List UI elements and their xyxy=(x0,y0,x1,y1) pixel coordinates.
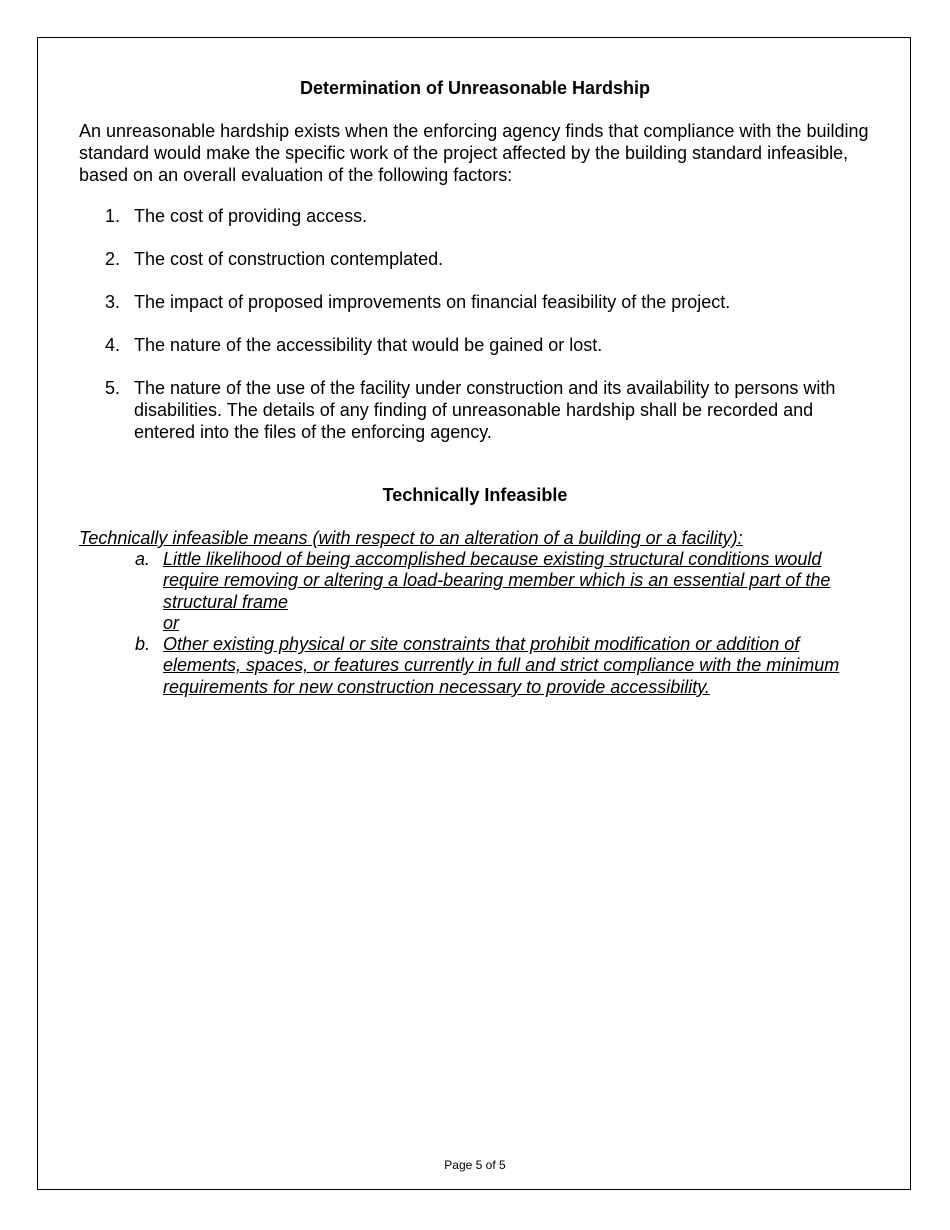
page-number-footer: Page 5 of 5 xyxy=(444,1158,506,1172)
item-text: Little likelihood of being accomplished because existing structural conditions would require removing or altering a load-bearing member which is an essential part of the structural frame xyxy=(163,549,831,612)
infeasible-item-b xyxy=(79,634,879,698)
factor-text: The nature of the use of the facility under construction and its availability to persons with disabilities. The details of any finding of unreasonable hardship shall be recorded and entered into the files of the enforcing agency. xyxy=(134,378,836,442)
item-marker: a. xyxy=(135,549,151,569)
item-marker: b. xyxy=(135,634,151,655)
or-connector: or xyxy=(163,612,180,633)
factor-item xyxy=(79,377,879,443)
hardship-intro-paragraph: An unreasonable hardship exists when the enforcing agency finds that compliance with the building standard would make the specific work of the project affected by the building standard infeasible, based on an overall evaluation of the following factors: xyxy=(79,121,869,185)
factor-text: The cost of providing access. xyxy=(134,206,368,226)
factor-item xyxy=(79,291,879,313)
factor-number: 5. xyxy=(105,378,121,398)
factor-number: 1. xyxy=(105,206,121,226)
factor-text: The impact of proposed improvements on financial feasibility of the project. xyxy=(134,292,731,312)
technically-infeasible-heading: Technically Infeasible xyxy=(382,485,568,505)
hardship-heading: Determination of Unreasonable Hardship xyxy=(299,78,651,98)
factor-text: The nature of the accessibility that would be gained or lost. xyxy=(134,335,603,355)
technically-infeasible-list xyxy=(79,549,879,698)
factor-number: 3. xyxy=(105,292,121,312)
factor-item xyxy=(79,334,879,356)
factor-item xyxy=(79,248,879,270)
factor-number: 4. xyxy=(105,335,121,355)
item-text: Other existing physical or site constraints that prohibit modification or addition of elements, spaces, or features currently in full and strict compliance with the minimum requirements for new construction necessary to provide accessibility. xyxy=(163,634,840,697)
technically-infeasible-definition: Technically infeasible means (with respect to an alteration of a building or a facility): xyxy=(79,528,743,548)
factor-number: 2. xyxy=(105,249,121,269)
factor-text: The cost of construction contemplated. xyxy=(134,249,444,269)
infeasible-item-a xyxy=(79,549,879,634)
factor-item xyxy=(79,205,879,227)
hardship-factor-list xyxy=(79,205,879,464)
